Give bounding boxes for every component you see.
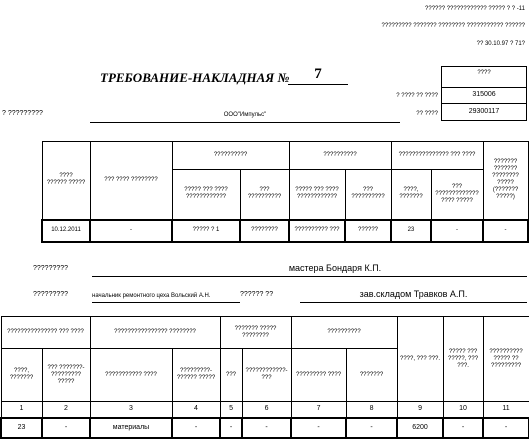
- col-number: 9: [397, 402, 443, 418]
- form-header-line-3: ?? 30.10.97 ? 71?: [476, 41, 525, 47]
- row-receiver-department: ?????????? ???: [289, 220, 345, 242]
- row-nomenclature-number: -: [172, 418, 220, 438]
- requested-underline: [92, 302, 240, 303]
- codes-header: ????: [477, 70, 491, 76]
- document-number-underline: [288, 84, 348, 85]
- date-header: ???? ?????? ?????: [42, 142, 90, 220]
- organization-underline: [90, 122, 400, 123]
- row-account: 23: [1, 418, 42, 438]
- col-number: 2: [42, 402, 90, 418]
- col-number: 6: [242, 402, 291, 418]
- row-receiver-activity: ??????: [345, 220, 391, 242]
- material-group-header: ???????????????? ????????: [90, 317, 220, 349]
- row-analytics-code: -: [431, 220, 483, 242]
- sender-activity-header: ??? ??????????: [240, 170, 289, 220]
- row-price: 6200: [397, 418, 443, 438]
- sender-header: ??????????: [172, 142, 289, 170]
- unit-group-header: ??????? ????? ????????: [220, 317, 291, 349]
- row-unit-name: -: [242, 418, 291, 438]
- accounting-unit-header: ??????? ??????? ???????? ????? (??????? ?????): [483, 142, 528, 220]
- account-subaccount-subheader: ????, ???????: [1, 349, 42, 402]
- corresponding-account-group-header: ??????????????? ??? ????: [1, 317, 90, 349]
- nomenclature-number-subheader: ?????????- ?????? ?????: [172, 349, 220, 402]
- row-sender-department: ????? ? 1: [172, 220, 240, 242]
- requested-value: начальник ремонтного цеха Вольский А.Н.: [92, 293, 211, 299]
- col-number: 8: [346, 402, 397, 418]
- organization-label: ? ?????????: [2, 110, 43, 117]
- form-header-line-2: ????????? ??????? ???????? ??????????? ??????: [381, 23, 525, 29]
- unit-code-subheader: ???: [220, 349, 242, 402]
- corresponding-account-header: ??????????????? ??? ????: [391, 142, 483, 170]
- permitted-value: зав.складом Травков А.П.: [359, 289, 468, 299]
- permitted-label: ?????? ??: [240, 291, 274, 298]
- col-number: 10: [443, 402, 483, 418]
- document-number: 7: [314, 66, 322, 82]
- material-name-subheader: ??????????? ????: [90, 349, 172, 402]
- col-number: 7: [291, 402, 346, 418]
- row-account: 23: [391, 220, 431, 242]
- okpo-value: 29300117: [468, 108, 500, 115]
- col-number: 5: [220, 402, 242, 418]
- unit-name-subheader: ????????????- ???: [242, 349, 291, 402]
- analytics-code-subheader: ??? ???????- ????????? ?????: [42, 349, 90, 402]
- through-underline: [92, 276, 527, 277]
- row-analytics-code: -: [42, 418, 90, 438]
- account-subaccount-header: ????, ???????: [391, 170, 431, 220]
- quantity-group-header: ??????????: [291, 317, 397, 349]
- row-unit-code: -: [220, 418, 242, 438]
- row-sender-activity: ????????: [240, 220, 289, 242]
- requisition-header-table: [41, 141, 529, 243]
- row-requested-qty: -: [291, 418, 346, 438]
- row-sum: -: [443, 418, 483, 438]
- document-title: ТРЕБОВАНИЕ-НАКЛАДНАЯ №: [100, 70, 290, 85]
- operation-code-header: ??? ???? ????????: [90, 142, 172, 220]
- sum-header: ????? ??? ?????, ??? ???.: [443, 317, 483, 402]
- released-qty-subheader: ???????: [346, 349, 397, 402]
- receiver-department-header: ????? ??? ???? ????????????: [289, 170, 345, 220]
- codes-divider-2: [441, 103, 527, 104]
- col-number: 11: [483, 402, 529, 418]
- price-header: ????, ??? ???.: [397, 317, 443, 402]
- col-number: 4: [172, 402, 220, 418]
- row-released-qty: -: [346, 418, 397, 438]
- col-number: 3: [90, 402, 172, 418]
- ledger-header: ?????????? ????? ?? ?????????: [483, 317, 529, 402]
- permitted-underline: [300, 302, 527, 303]
- organization-value: ООО"Импульс": [223, 112, 267, 118]
- row-date: 10.12.2011: [42, 220, 90, 242]
- okud-value: 315006: [472, 91, 496, 98]
- receiver-activity-header: ??? ??????????: [345, 170, 391, 220]
- okud-label: ? ???? ?? ????: [396, 93, 438, 99]
- materials-table: [0, 316, 529, 439]
- through-value: мастера Бондаря К.П.: [288, 263, 382, 273]
- row-operation-code: -: [90, 220, 172, 242]
- form-header-line-1: ?????? ???????????? ????? ? ? -11: [425, 6, 525, 12]
- row-accounting-unit: -: [483, 220, 528, 242]
- codes-divider-1: [441, 87, 527, 88]
- col-number: 1: [1, 402, 42, 418]
- requested-label: ?????????: [33, 291, 69, 298]
- row-material-name: материалы: [90, 418, 172, 438]
- receiver-header: ??????????: [289, 142, 391, 170]
- okpo-label: ?? ????: [416, 111, 438, 117]
- sender-department-header: ????? ??? ???? ????????????: [172, 170, 240, 220]
- requested-qty-subheader: ????????? ????: [291, 349, 346, 402]
- row-ledger: -: [483, 418, 529, 438]
- through-label: ?????????: [33, 265, 69, 272]
- analytics-code-header: ??? ????????????? ???? ?????: [431, 170, 483, 220]
